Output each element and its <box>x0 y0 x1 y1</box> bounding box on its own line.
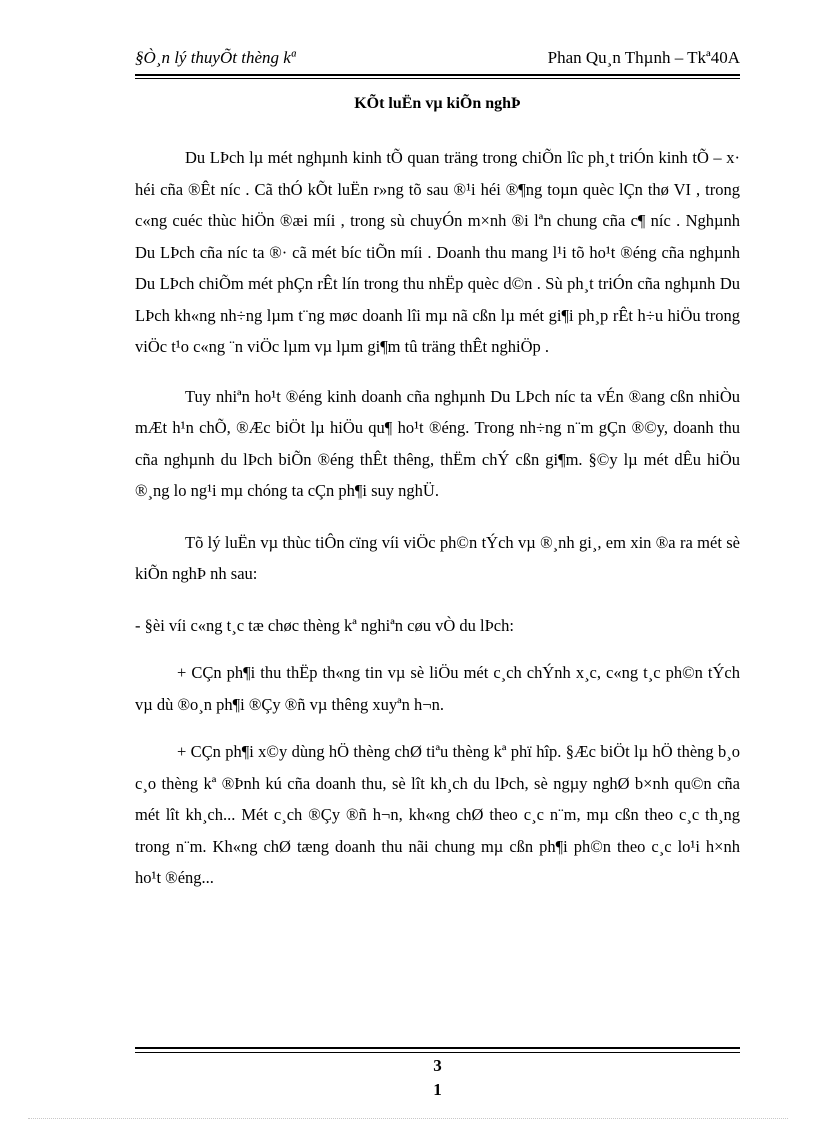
page-bottom-edge <box>28 1118 788 1119</box>
header-document-title: §Ò¸n lý thuyÕt thèng kª <box>135 48 296 67</box>
header-divider-thin <box>135 78 740 79</box>
list-item-data-collection: + CÇn ph¶i thu thËp th«ng tin vµ sè liÖu mét c¸ch chÝnh x¸c, c«ng t¸c ph©n tÝch vµ dù ®o¸n ph¶i ®Çy ®ñ vµ thêng xuyªn h¬n. <box>135 663 740 714</box>
footer-divider-thick <box>135 1047 740 1049</box>
paragraph-recommendation-intro: Tõ lý luËn vµ thùc tiÔn cïng víi viÖc ph©n tÝch vµ ®¸nh gi¸, em xin ®a ra mét sè kiÕn nghÞ nh sau: <box>135 532 740 583</box>
page-number-top: 3 <box>433 1056 442 1075</box>
footer-divider-thin <box>135 1052 740 1053</box>
header-author: Phan Qu¸n Thµnh – Tkª40A <box>547 48 740 67</box>
section-title: KÕt luËn vµ kiÕn nghÞ <box>354 95 521 112</box>
paragraph-intro: Du LÞch lµ mét nghµnh kinh tÕ quan träng trong chiÕn lîc ph¸t triÓn kinh tÕ – x· héi cña ®Êt níc . Cã thÓ kÕt luËn r»ng tõ sau ®¹i héi ®¶ng toµn quèc lÇn thø VI , trong c«ng cuéc thùc hiÖn ®æi míi , trong sù chuyÓn m×nh ®i lªn chung cña c¶ níc . Nghµnh Du LÞch cña níc ta ®· cã mét bíc tiÕn míi . Doanh thu mang l¹i tõ ho¹t ®éng cña nghµnh Du LÞch chiÕm mét phÇn rÊt lín trong thu nhËp quèc d©n . Sù ph¸t triÓn cña nghµnh Du LÞch kh«ng nh÷ng lµm t¨ng møc doanh lîi mµ nã cßn lµ mét gi¶i ph¸p rÊt h÷u hiÖu trong viÖc t¹o c«ng ¨n viÖc lµm vµ lµm gi¶m tû träng thÊt nghiÖp . <box>135 148 740 356</box>
page-header <box>135 48 740 74</box>
header-divider-thick <box>135 74 740 76</box>
list-item-indicator-system: + CÇn ph¶i x©y dùng hÖ thèng chØ tiªu thèng kª phï hîp. §Æc biÖt lµ hÖ thèng b¸o c¸o thèng kª ®Þnh kú cña doanh thu, sè lît kh¸ch du lÞch, sè ngµy nghØ b×nh qu©n cña mét lît kh¸ch... Mét c¸ch ®Çy ®ñ h¬n, kh«ng chØ theo c¸c n¨m, mµ cßn theo c¸c th¸ng trong n¨m. Kh«ng chØ tæng doanh thu nãi chung mµ cßn ph¶i ph©n theo c¸c lo¹i h×nh ho¹t ®éng... <box>135 742 740 887</box>
document-body <box>135 142 740 894</box>
paragraph-limitations: Tuy nhiªn ho¹t ®éng kinh doanh cña nghµnh Du LÞch níc ta vÉn ®ang cßn nhiÒu mÆt h¹n chÕ, ®Æc biÖt lµ hiÖu qu¶ ho¹t ®éng. Trong nh÷ng n¨m gÇn ®©y, doanh thu cña nghµnh du lÞch biÕn ®éng thÊt thêng, thËm chÝ cßn gi¶m. §©y lµ mét dÊu hiÖu ®¸ng lo ng¹i mµ chóng ta cÇn ph¶i suy nghÜ. <box>135 386 740 500</box>
list-heading: - §èi víi c«ng t¸c tæ chøc thèng kª nghiªn cøu vÒ du lÞch: <box>135 615 514 635</box>
page-number-bottom: 1 <box>433 1080 442 1099</box>
